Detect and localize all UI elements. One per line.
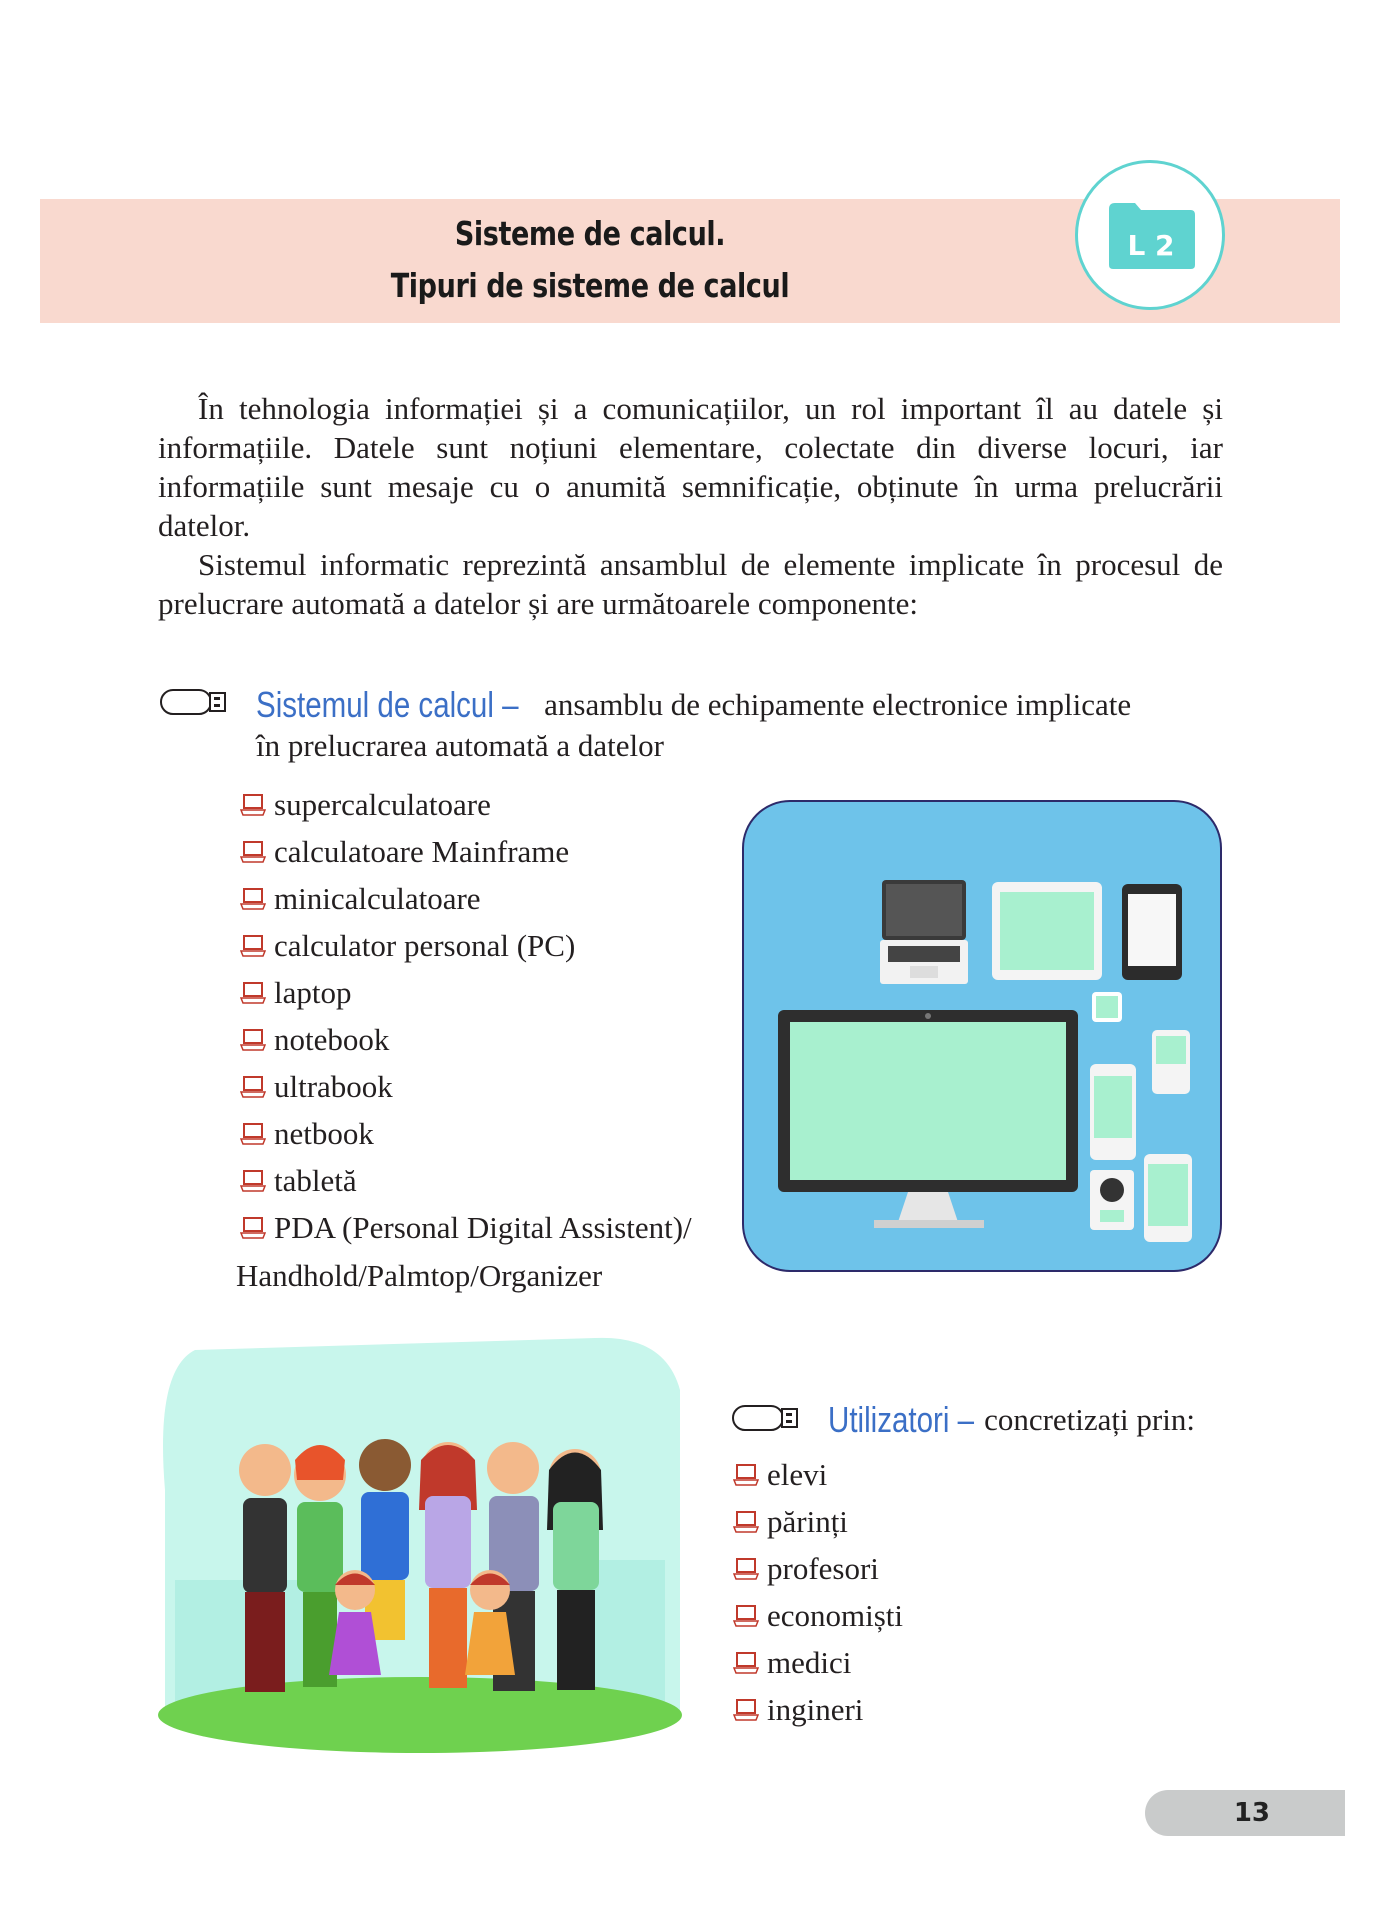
music-player-device-icon <box>1152 1030 1190 1094</box>
tablet-device-icon <box>992 882 1102 980</box>
list-item: calculator personal (PC) <box>240 922 760 969</box>
laptop-bullet-icon <box>733 1604 759 1628</box>
page-title <box>270 208 910 312</box>
laptop-bullet-icon <box>733 1698 759 1722</box>
intro-paragraph-2: Sistemul informatic reprezintă ansamblul de elemente implicate în procesul de prelucrare automată a datelor și are următoarele componente: <box>158 547 1223 621</box>
laptop-bullet-icon <box>240 981 266 1005</box>
child-figure-2 <box>465 1570 515 1675</box>
devices-illustration <box>742 800 1222 1272</box>
laptop-bullet-icon <box>733 1651 759 1675</box>
list-item: minicalculatoare <box>240 875 760 922</box>
list-item: economiști <box>733 1592 1133 1639</box>
list-item: medici <box>733 1639 1133 1686</box>
page-number: 13 <box>1233 1798 1270 1828</box>
computing-description: ansamblu de echipamente electronice implicate <box>544 687 1132 722</box>
intro-paragraph-1: În tehnologia informației și a comunicațiilor, un rol important îl au datele și informațiile. Datele sunt noțiuni elementare, colectate din diverse locuri, iar informațiile sunt mesaje cu o anumită semnificație, obținute în urma prelucrării datelor. <box>158 391 1223 543</box>
list-item: calculatoare Mainframe <box>240 828 760 875</box>
list-item: laptop <box>240 969 760 1016</box>
laptop-bullet-icon <box>240 1122 266 1146</box>
laptop-bullet-icon <box>733 1557 759 1581</box>
list-item: supercalculatoare <box>240 781 760 828</box>
usb-stick-icon <box>732 1405 798 1431</box>
laptop-bullet-icon <box>240 1075 266 1099</box>
list-item: PDA (Personal Digital Assistent)/ <box>240 1204 760 1251</box>
lesson-folder-icon <box>1105 201 1197 271</box>
lesson-badge-label: L 2 <box>1127 229 1175 262</box>
adult-figure-3 <box>359 1439 411 1640</box>
smartwatch-device-icon <box>1092 992 1122 1022</box>
list-item: tabletă <box>240 1157 760 1204</box>
adult-figure-1 <box>239 1444 291 1692</box>
list-item: părinți <box>733 1498 1133 1545</box>
usb-stick-icon <box>160 689 226 715</box>
list-item: netbook <box>240 1110 760 1157</box>
laptop-bullet-icon <box>240 840 266 864</box>
list-item: elevi <box>733 1451 1133 1498</box>
list-item: notebook <box>240 1016 760 1063</box>
laptop-device-icon <box>880 880 968 984</box>
laptop-bullet-icon <box>733 1510 759 1534</box>
users-term: Utilizatori – <box>828 1399 975 1440</box>
camera-device-icon <box>1090 1170 1134 1230</box>
list-item-continuation: Handhold/Palmtop/Organizer <box>236 1258 603 1293</box>
laptop-bullet-icon <box>240 887 266 911</box>
laptop-bullet-icon <box>240 934 266 958</box>
list-item: profesori <box>733 1545 1133 1592</box>
users-description: concretizați prin: <box>984 1402 1195 1437</box>
monitor-device-icon <box>778 1010 1078 1228</box>
laptop-bullet-icon <box>240 1216 266 1240</box>
laptop-bullet-icon <box>733 1463 759 1487</box>
computing-term: Sistemul de calcul – <box>256 684 519 725</box>
computing-description-line2: în prelucrarea automată a datelor <box>256 728 664 763</box>
users-section-heading <box>828 1397 1248 1443</box>
computing-types-list <box>240 781 760 1251</box>
smartphone-device-icon <box>1090 1064 1136 1160</box>
laptop-bullet-icon <box>240 1169 266 1193</box>
family-illustration <box>155 1330 685 1755</box>
mobile-device-icon <box>1144 1154 1192 1242</box>
computing-section-heading <box>256 682 1216 728</box>
phone-device-icon <box>1122 884 1182 980</box>
users-list <box>733 1451 1133 1733</box>
page-title-line1: Sisteme de calcul. <box>454 214 726 253</box>
laptop-bullet-icon <box>240 793 266 817</box>
list-item: ultrabook <box>240 1063 760 1110</box>
list-item: ingineri <box>733 1686 1133 1733</box>
page-title-line2: Tipuri de sisteme de calcul <box>390 266 790 305</box>
laptop-bullet-icon <box>240 1028 266 1052</box>
